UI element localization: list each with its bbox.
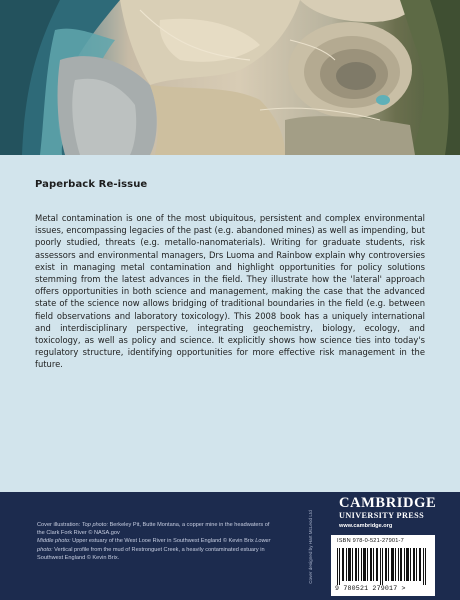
- credits-middle-text: Upper estuary of the West Looe River in Southwest England © Kevin Brix: [70, 538, 254, 545]
- description-panel: [0, 155, 460, 492]
- credits-top-text: Berkeley Pit, Butte Montana, a copper mine in the headwaters of the Clark Fork River © NASA.gov: [37, 522, 270, 537]
- designer-credit: [308, 498, 317, 596]
- credits-lower-label: Lower photo:: [37, 538, 271, 553]
- barcode-digits: 9 780521 279017 >: [335, 585, 406, 592]
- publisher-url: www.cambridge.org: [339, 523, 393, 529]
- credits-intro: Cover illustration:: [37, 522, 81, 528]
- credits-top-label: Top photo:: [81, 522, 109, 528]
- book-description: Metal contamination is one of the most ubiquitous, persistent and complex environmental issues, encompassing legacies of the past (e.g. abandoned mines) as well as impending, but poorly studied, threats (e.g. metallo-nanomaterials). Writing for graduate students, risk assessors and environmental managers, Drs Luoma and Rainbow explain why controversies exist in managing metal contamination and highlight opportunities for policy solutions stemming from the latest advances in the field. They illustrate how the 'lateral' approach offers opportunities in both science and management, making the case that the advanced state of the science now allows bridging of traditional boundaries in the field (e.g. between field observations and laboratory toxicology). This 2008 book has a uniquely international and interdisciplinary perspective, integrating geochemistry, biology, ecology, and toxicology, as well as policy and science. It explicitly shows how science ties into today's regulatory structure, identifying opportunities for more effective risk management in the future.: [35, 213, 425, 370]
- isbn-number: ISBN 978-0-521-27901-7: [337, 538, 404, 544]
- credits-lower-text: Vertical profile from the mud of Restronguet Creek, a heavily contaminated estuary in Southwest England © Kevin Brix.: [37, 546, 265, 561]
- cover-credits: [37, 521, 277, 562]
- aerial-photo-graphic: [0, 0, 460, 155]
- reissue-heading: Paperback Re-issue: [35, 179, 148, 190]
- publisher-press: UNIVERSITY PRESS: [339, 511, 425, 520]
- aerial-photo-mine: [0, 0, 460, 155]
- publisher-name: CAMBRIDGE: [339, 495, 437, 511]
- footer-band: [0, 492, 460, 600]
- barcode-bars-icon: [337, 548, 429, 585]
- designer-credit-text: Cover designed by Hart McLeod Ltd: [308, 510, 313, 584]
- credits-middle-label: Middle photo:: [37, 538, 71, 545]
- barcode: [331, 535, 435, 596]
